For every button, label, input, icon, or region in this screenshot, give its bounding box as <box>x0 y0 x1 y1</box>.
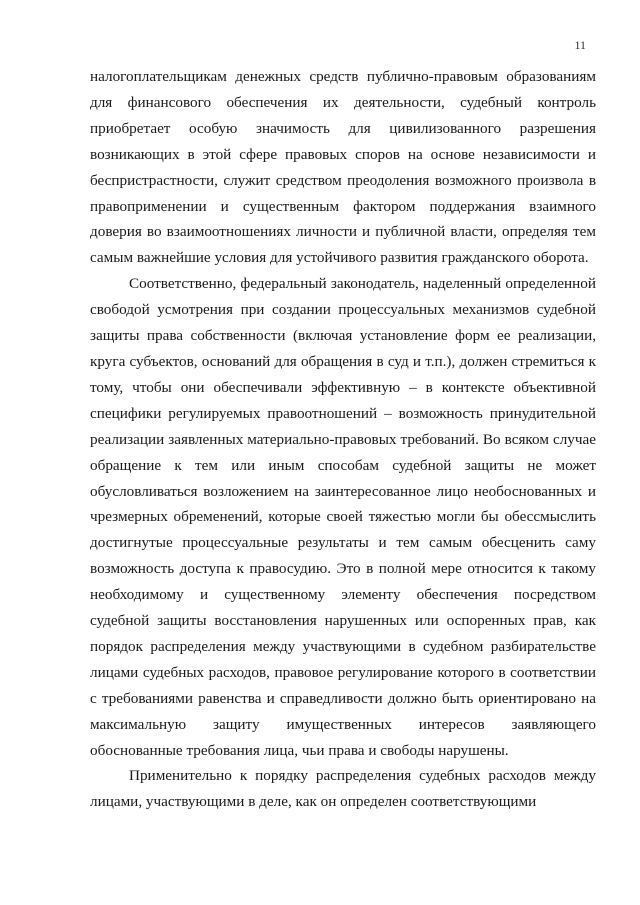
page-number: 11 <box>574 38 586 52</box>
paragraph-legislator-discretion: Соответственно, федеральный законодатель, наделенный определенной свободой усмотрения при создании процессуальных механизмов судебной защиты права собственности (включая установление форм ее реализации, круга субъектов, оснований для обращения в суд и т.п.), должен стремиться к тому, чтобы они обеспечивали эффективную – в контексте объективной специфики регулируемых правоотношений – возможность принудительной реализации заявленных материально-правовых требований. Во всяком случае обращение к тем или иным способам судебной защиты не может обусловливаться возложением на заинтересованное лицо необоснованных и чрезмерных обременений, которые своей тяжестью могли бы обессмыслить достигнутые процессуальные результаты и тем самым обесценить саму возможность доступа к правосудию. Это в полной мере относится к такому необходимому и существенному элементу обеспечения посредством судебной защиты восстановления нарушенных или оспоренных прав, как порядок распределения между участвующими в судебном разбирательстве лицами судебных расходов, правовое регулирование которого в соответствии с требованиями равенства и справедливости должно быть ориентировано на максимальную защиту имущественных интересов заявляющего обоснованные требования лица, чьи права и свободы нарушены. <box>90 275 596 759</box>
body-text <box>90 64 596 815</box>
paragraph-continuation: налогоплательщикам денежных средств публично-правовым образованиям для финансового обеспечения их деятельности, судебный контроль приобретает особую значимость для цивилизованного разрешения возникающих в этой сфере правовых споров на основе независимости и беспристрастности, служит средством преодоления возможного произвола в правоприменении и существенным фактором поддержания взаимного доверия во взаимоотношениях личности и публичной власти, определяя тем самым важнейшие условия для устойчивого развития гражданского оборота. <box>90 68 596 267</box>
paragraph-cost-distribution: Применительно к порядку распределения судебных расходов между лицами, участвующими в деле, как он определен соответствующими <box>90 767 596 811</box>
